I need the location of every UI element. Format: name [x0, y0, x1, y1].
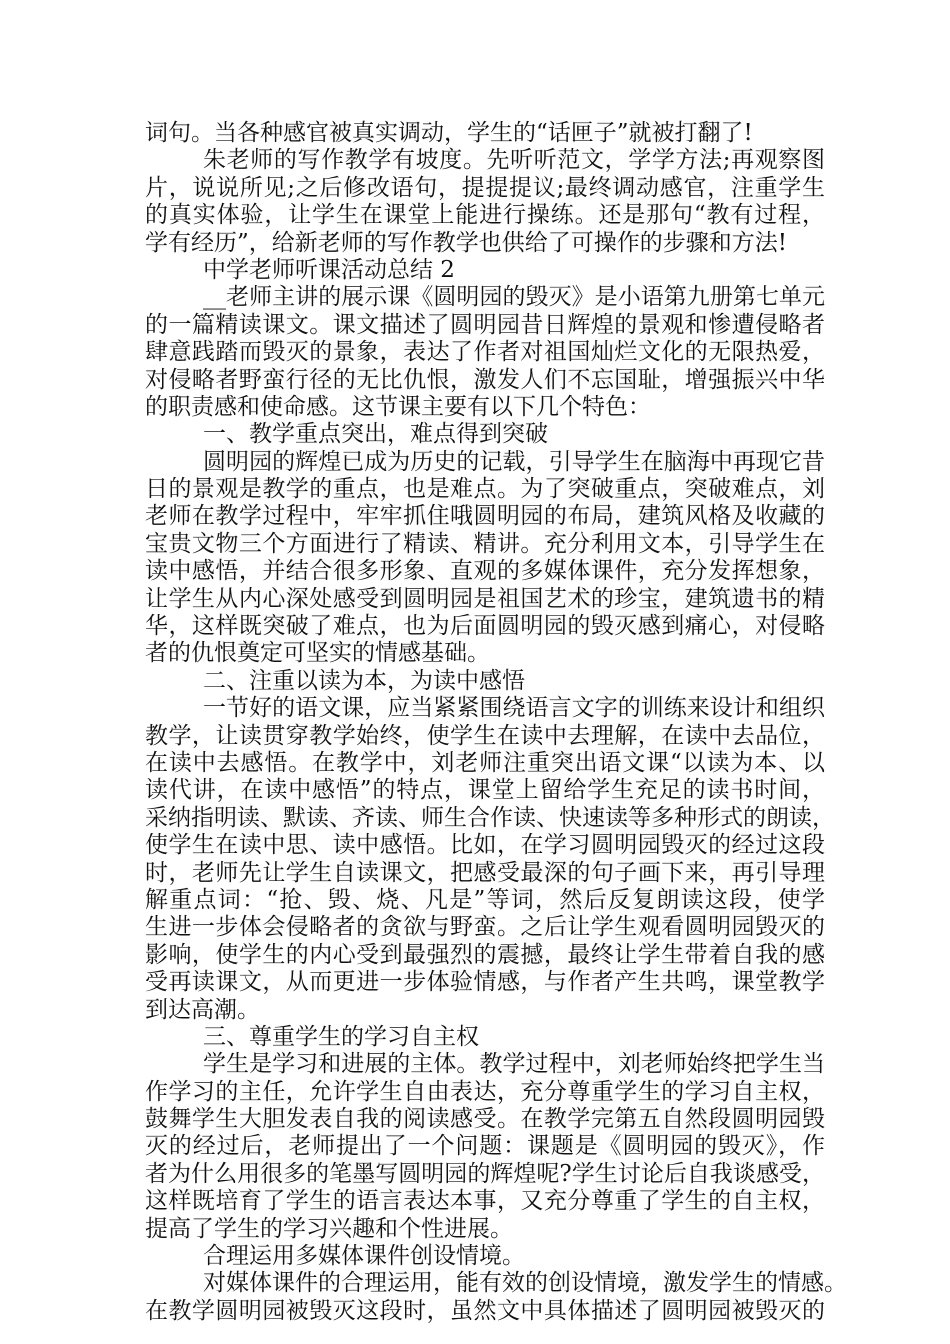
- text-line: 生进一步体会侵略者的贪欲与野蛮。之后让学生观看圆明园毁灭的: [145, 914, 825, 941]
- text-line: 教学，让读贯穿教学始终，使学生在读中去理解，在读中去品位，: [145, 722, 825, 749]
- text-line: 华，这样既突破了难点，也为后面圆明园的毁灭感到痛心，对侵略: [145, 613, 825, 640]
- text-line: 者的仇恨奠定可坚实的情感基础。: [145, 640, 490, 667]
- text-line: 到达高潮。: [145, 996, 260, 1023]
- text-line: 采纳指明读、默读、齐读、师生合作读、快速读等多种形式的朗读，: [145, 804, 835, 831]
- text-line: 一节好的语文课，应当紧紧围绕语言文字的训练来设计和组织: [203, 695, 825, 722]
- text-line: 的一篇精读课文。课文描述了圆明园昔日辉煌的景观和惨遭侵略者: [145, 311, 825, 338]
- text-line: 中学老师听课活动总结 2: [203, 256, 455, 283]
- text-line: 词句。当各种感官被真实调动，学生的“话匣子”就被打翻了!: [145, 120, 753, 146]
- text-line: 在教学圆明园被毁灭这段时，虽然文中具体描述了圆明园被毁灭的: [145, 1297, 825, 1324]
- text-line: 对媒体课件的合理运用，能有效的创设情境，激发学生的情感。: [203, 1270, 847, 1297]
- text-line: 影响，使学生的内心受到最强烈的震撼，最终让学生带着自我的感: [145, 941, 825, 968]
- text-line: 提高了学生的学习兴趣和个性进展。: [145, 1215, 513, 1242]
- text-line: __老师主讲的展示课《圆明园的毁灭》是小语第九册第七单元: [203, 284, 825, 311]
- text-line: 的职责感和使命感。这节课主要有以下几个特色：: [145, 393, 651, 420]
- text-line: 学有经历”，给新老师的写作教学也供给了可操作的步骤和方法!: [145, 229, 788, 256]
- text-line: 受再读课文，从而更进一步体验情感，与作者产生共鸣，课堂教学: [145, 969, 825, 996]
- text-line: 宝贵文物三个方面进行了精读、精讲。充分利用文本，引导学生在: [145, 530, 825, 557]
- text-line: 三、尊重学生的学习自主权: [203, 1023, 479, 1050]
- text-line: 使学生在读中思、读中感悟。比如，在学习圆明园毁灭的经过这段: [145, 832, 825, 859]
- text-line: 这样既培育了学生的语言表达本事，又充分尊重了学生的自主权，: [145, 1188, 825, 1215]
- text-line: 老师在教学过程中，牢牢抓住哦圆明园的布局，建筑风格及收藏的: [145, 503, 825, 530]
- text-line: 作学习的主任，允许学生自由表达，充分尊重学生的学习自主权，: [145, 1078, 825, 1105]
- text-line: 肆意践踏而毁灭的景象，表达了作者对祖国灿烂文化的无限热爱，: [145, 339, 825, 366]
- text-line: 解重点词：“抢、毁、烧、凡是”等词，然后反复朗读这段，使学: [145, 886, 825, 913]
- text-line: 片，说说所见;之后修改语句，提提提议;最终调动感官，注重学生: [145, 174, 825, 201]
- text-line: 读代讲，在读中感悟”的特点，课堂上留给学生充足的读书时间，: [145, 777, 825, 804]
- document-page: [145, 120, 847, 1325]
- text-line: 二、注重以读为本，为读中感悟: [203, 667, 525, 694]
- text-line: 的真实体验，让学生在课堂上能进行操练。还是那句“教有过程，: [145, 202, 825, 229]
- text-line: 学生是学习和进展的主体。教学过程中，刘老师始终把学生当: [203, 1051, 825, 1078]
- text-line: 圆明园的辉煌已成为历史的记载，引导学生在脑海中再现它昔: [203, 448, 825, 475]
- text-line: 者为什么用很多的笔墨写圆明园的辉煌呢?学生讨论后自我谈感受，: [145, 1160, 825, 1187]
- text-line: 合理运用多媒体课件创设情境。: [203, 1243, 525, 1270]
- text-line: 读中感悟，并结合很多形象、直观的多媒体课件，充分发挥想象，: [145, 558, 825, 585]
- text-line: 灭的经过后，老师提出了一个问题：课题是《圆明园的毁灭》，作: [145, 1133, 825, 1160]
- text-line: 一、教学重点突出，难点得到突破: [203, 421, 548, 448]
- text-line: 日的景观是教学的重点，也是难点。为了突破重点，突破难点，刘: [145, 476, 825, 503]
- text-line: 对侵略者野蛮行径的无比仇恨，激发人们不忘国耻，增强振兴中华: [145, 366, 825, 393]
- text-line: 时，老师先让学生自读课文，把感受最深的句子画下来，再引导理: [145, 859, 825, 886]
- text-line: 在读中去感悟。在教学中，刘老师注重突出语文课“以读为本、以: [145, 749, 825, 776]
- text-line: 鼓舞学生大胆发表自我的阅读感受。在教学完第五自然段圆明园毁: [145, 1106, 825, 1133]
- text-line: 让学生从内心深处感受到圆明园是祖国艺术的珍宝，建筑遗书的精: [145, 585, 825, 612]
- text-line: 朱老师的写作教学有坡度。先听听范文，学学方法;再观察图: [203, 147, 825, 174]
